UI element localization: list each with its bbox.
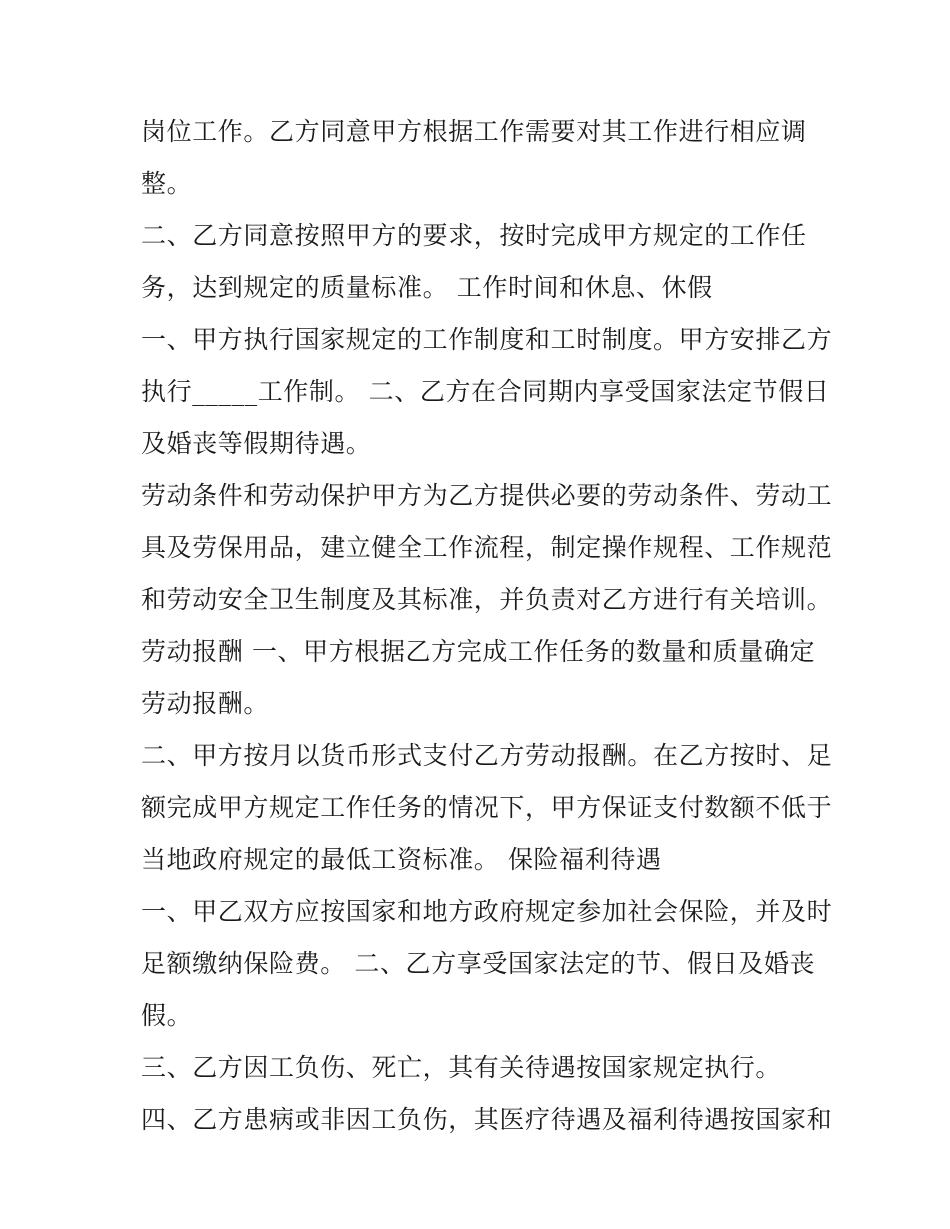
text-line: 二、乙方同意按照甲方的要求，按时完成甲方规定的工作任 bbox=[141, 221, 807, 250]
text-line: 一、甲方执行国家规定的工作制度和工时制度。甲方安排乙方 bbox=[141, 325, 833, 354]
text-line: 具及劳保用品，建立健全工作流程，制定操作规程、工作规范 bbox=[141, 533, 833, 562]
text-line: 劳动报酬。 bbox=[141, 689, 270, 718]
text-line: 劳动条件和劳动保护甲方为乙方提供必要的劳动条件、劳动工 bbox=[141, 481, 833, 510]
text-line: 额完成甲方规定工作任务的情况下，甲方保证支付数额不低于 bbox=[141, 793, 833, 822]
text-line: 务，达到规定的质量标准。 工作时间和休息、休假 bbox=[141, 273, 713, 302]
text-line: 四、乙方患病或非因工负伤，其医疗待遇及福利待遇按国家和 bbox=[141, 1105, 833, 1134]
text-line: 及婚丧等假期待遇。 bbox=[141, 429, 372, 458]
text-line: 二、甲方按月以货币形式支付乙方劳动报酬。在乙方按时、足 bbox=[141, 741, 833, 770]
text-line: 足额缴纳保险费。 二、乙方享受国家法定的节、假日及婚丧 bbox=[141, 949, 816, 978]
text-line: 假。 bbox=[141, 1001, 193, 1030]
text-line: 一、甲乙双方应按国家和地方政府规定参加社会保险，并及时 bbox=[141, 897, 833, 926]
text-line: 劳动报酬 一、甲方根据乙方完成工作任务的数量和质量确定 bbox=[141, 637, 816, 666]
text-line: 岗位工作。乙方同意甲方根据工作需要对其工作进行相应调 bbox=[141, 117, 807, 146]
text-line: 执行_____工作制。 二、乙方在合同期内享受国家法定节假日 bbox=[141, 377, 830, 406]
text-line: 整。 bbox=[141, 169, 193, 198]
text-line: 三、乙方因工负伤、死亡，其有关待遇按国家规定执行。 bbox=[141, 1053, 782, 1082]
text-line: 和劳动安全卫生制度及其标准，并负责对乙方进行有关培训。 bbox=[141, 585, 833, 614]
text-line: 当地政府规定的最低工资标准。 保险福利待遇 bbox=[141, 845, 662, 874]
contract-body-text bbox=[141, 106, 833, 1146]
